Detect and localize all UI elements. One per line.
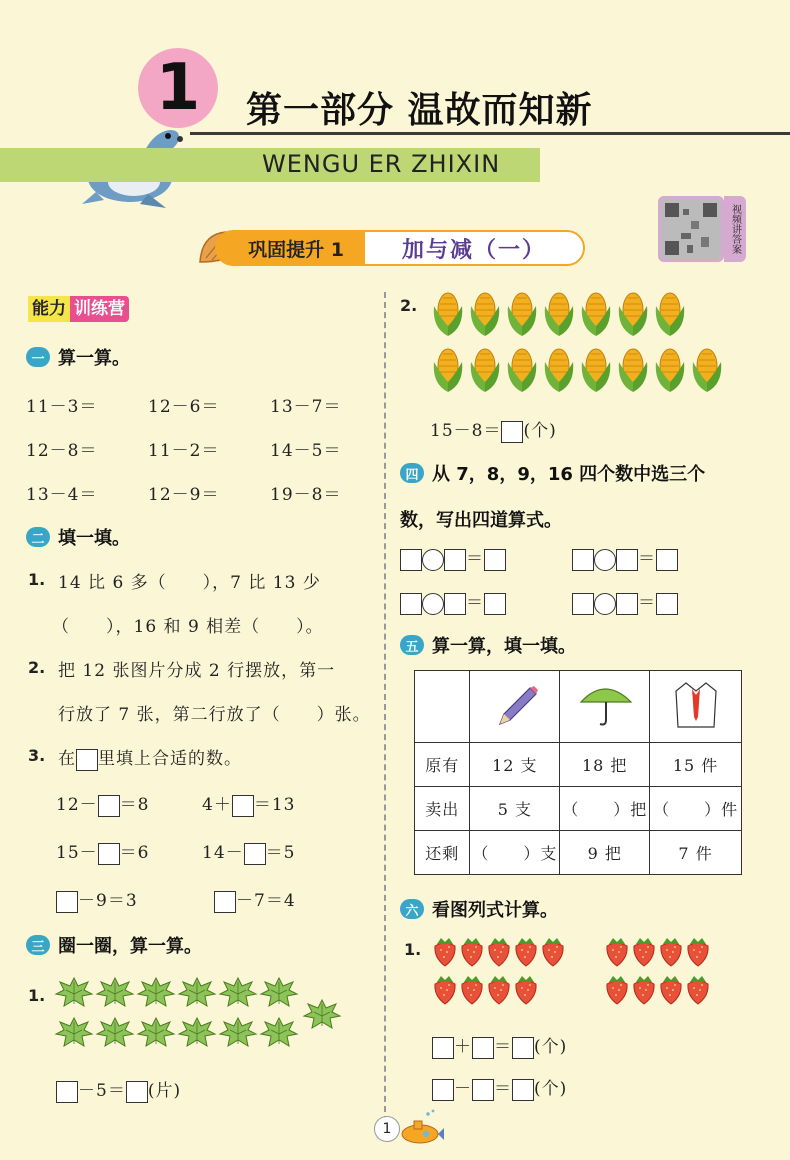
formula-blank-4 xyxy=(572,588,678,615)
table-row xyxy=(415,743,742,787)
leaf-icon xyxy=(259,976,299,1008)
leaf-row xyxy=(54,1016,344,1048)
fill-eq-2b xyxy=(202,838,295,865)
corn-row-2 xyxy=(430,346,730,394)
answer-box[interactable] xyxy=(472,1037,494,1059)
corn-icon xyxy=(430,346,466,394)
leaf-icon xyxy=(177,1016,217,1048)
answer-box[interactable] xyxy=(572,593,594,615)
strawberry-icon xyxy=(486,934,512,968)
operator-circle[interactable] xyxy=(422,593,444,615)
operator-circle[interactable] xyxy=(422,549,444,571)
eq-unit: (片) xyxy=(147,1081,182,1101)
table-cell xyxy=(470,671,560,743)
strawberry-group-left xyxy=(432,934,582,1014)
corn-icon xyxy=(541,290,577,338)
section-4-heading xyxy=(400,460,705,486)
s2-q3-number: 3. xyxy=(28,746,46,765)
corn-icon xyxy=(578,290,614,338)
fill-eq-3a xyxy=(56,886,138,913)
calc-2-2: 11－2＝ xyxy=(148,441,220,461)
s2-q1-number: 1. xyxy=(28,570,46,589)
answer-box[interactable] xyxy=(126,1081,148,1103)
leaf-icon xyxy=(54,976,94,1008)
section-5-badge: 五 xyxy=(400,635,424,655)
section-3-title: 圈一圈，算一算。 xyxy=(58,936,202,957)
table-row xyxy=(415,671,742,743)
chapter-number: 1 xyxy=(138,48,218,128)
section-1-title: 算一算。 xyxy=(58,348,130,369)
strawberry-icon xyxy=(685,934,711,968)
ability-tag-part2: 训练营 xyxy=(70,296,129,322)
eq-text: ＋ xyxy=(454,1037,472,1057)
answer-box[interactable] xyxy=(98,795,120,817)
pencil-icon xyxy=(490,680,540,730)
eq-text: 4＋ xyxy=(202,795,232,815)
leaf-icon xyxy=(259,1016,299,1048)
table-cell: 卖出 xyxy=(415,787,470,831)
s2-q2-number: 2. xyxy=(28,658,46,677)
strawberry-icon xyxy=(432,972,458,1006)
answer-box[interactable] xyxy=(432,1037,454,1059)
eq-text: 15－8＝ xyxy=(430,421,502,441)
section-1-badge: 一 xyxy=(26,347,50,367)
eq-text: ＝8 xyxy=(119,795,150,815)
lesson-title: 加与减（一） xyxy=(363,230,585,266)
eq-text: 14－ xyxy=(202,843,244,863)
strawberry-icon xyxy=(513,972,539,1006)
table-cell: 9 把 xyxy=(560,831,650,875)
s2-q1-line1: 14 比 6 多（ ），7 比 13 少 xyxy=(58,573,321,593)
umbrella-icon xyxy=(575,680,635,730)
section-5-title: 算一算，填一填。 xyxy=(432,636,576,657)
section-2-heading xyxy=(26,524,130,550)
table-cell: 7 件 xyxy=(650,831,742,875)
strawberry-row xyxy=(604,934,734,968)
corn-icon xyxy=(615,290,651,338)
table-cell[interactable]: （ ）支 xyxy=(470,831,560,875)
answer-box[interactable] xyxy=(56,1081,78,1103)
answer-box[interactable] xyxy=(616,549,638,571)
answer-box[interactable] xyxy=(512,1037,534,1059)
eq-text: ＝ xyxy=(638,593,656,613)
leaf-icon xyxy=(136,1016,176,1048)
corn-icon xyxy=(467,346,503,394)
table-cell: 5 支 xyxy=(470,787,560,831)
section-4-title-line1: 从 7，8，9，16 四个数中选三个 xyxy=(432,464,706,485)
section-2-badge: 二 xyxy=(26,527,50,547)
corn-icon xyxy=(652,290,688,338)
table-cell: 原有 xyxy=(415,743,470,787)
answer-box[interactable] xyxy=(76,749,98,771)
eq-text: ＝ xyxy=(466,593,484,613)
fill-eq-3b xyxy=(214,886,296,913)
strawberry-icon xyxy=(631,934,657,968)
answer-box[interactable] xyxy=(56,891,78,913)
eq-text: ＝5 xyxy=(265,843,296,863)
s6-addition-equation xyxy=(432,1032,567,1059)
section-6-heading xyxy=(400,896,558,922)
answer-box[interactable] xyxy=(656,549,678,571)
table-cell: 15 件 xyxy=(650,743,742,787)
eq-text: ＝ xyxy=(494,1037,512,1057)
column-divider xyxy=(384,292,386,1122)
store-table xyxy=(414,670,742,875)
shirt-icon xyxy=(668,677,724,733)
section-2-title: 填一填。 xyxy=(58,528,130,549)
strawberry-icon xyxy=(631,972,657,1006)
corn-equation xyxy=(430,416,557,443)
corn-icon xyxy=(467,290,503,338)
eq-text: ＝ xyxy=(494,1079,512,1099)
table-cell: 12 支 xyxy=(470,743,560,787)
leaf-icon xyxy=(54,1016,94,1048)
corn-icon xyxy=(430,290,466,338)
calc-1-1: 11－3＝ xyxy=(26,397,98,417)
table-row xyxy=(415,831,742,875)
section-6-title: 看图列式计算。 xyxy=(432,900,558,921)
formula-blank-2 xyxy=(572,544,678,571)
strawberry-icon xyxy=(459,972,485,1006)
answer-box[interactable] xyxy=(484,593,506,615)
s3-q1-equation xyxy=(56,1076,181,1103)
strawberry-row xyxy=(604,972,734,1006)
calc-3-3: 19－8＝ xyxy=(270,485,342,505)
s2-q3-pre: 在 xyxy=(58,749,76,769)
calc-1-3: 13－7＝ xyxy=(270,397,342,417)
answer-box[interactable] xyxy=(244,843,266,865)
eq-text: ＝ xyxy=(638,549,656,569)
answer-box[interactable] xyxy=(512,1079,534,1101)
eq-text: －5＝ xyxy=(78,1081,126,1101)
eq-text: －9＝3 xyxy=(78,891,138,911)
table-cell: 18 把 xyxy=(560,743,650,787)
fill-eq-1a xyxy=(56,790,149,817)
part-subtitle: WENGU ER ZHIXIN xyxy=(262,150,501,178)
eq-unit: (个) xyxy=(523,421,557,441)
calc-2-1: 12－8＝ xyxy=(26,441,98,461)
strawberry-icon xyxy=(604,972,630,1006)
submarine-icon xyxy=(398,1108,448,1148)
calc-3-1: 13－4＝ xyxy=(26,485,98,505)
answer-box[interactable] xyxy=(616,593,638,615)
eq-text: ＝13 xyxy=(253,795,296,815)
eq-text: 15－ xyxy=(56,843,98,863)
section-4-badge: 四 xyxy=(400,463,424,483)
leaf-icon xyxy=(177,976,217,1008)
answer-box[interactable] xyxy=(98,843,120,865)
page-number: 1 xyxy=(374,1116,400,1142)
corn-icon xyxy=(541,346,577,394)
table-cell xyxy=(415,671,470,743)
answer-box[interactable] xyxy=(444,549,466,571)
answer-box[interactable] xyxy=(432,1079,454,1101)
strawberry-icon xyxy=(486,972,512,1006)
header-rule xyxy=(190,132,790,135)
section-3-badge: 三 xyxy=(26,935,50,955)
leaf-icon xyxy=(302,998,342,1030)
eq-text: － xyxy=(454,1079,472,1099)
qr-code[interactable] xyxy=(658,196,724,262)
answer-box[interactable] xyxy=(444,593,466,615)
s2-q2-line2: 行放了 7 张，第二行放了（ ）张。 xyxy=(58,705,371,725)
corn-icon xyxy=(615,346,651,394)
strawberry-icon xyxy=(604,934,630,968)
strawberry-group-right xyxy=(604,934,734,1014)
answer-box[interactable] xyxy=(232,795,254,817)
leaf-icon xyxy=(95,976,135,1008)
calc-1-2: 12－6＝ xyxy=(148,397,220,417)
fill-eq-2a xyxy=(56,838,149,865)
section-3-heading xyxy=(26,932,202,958)
formula-blank-1 xyxy=(400,544,506,571)
leaf-icon xyxy=(95,1016,135,1048)
strawberry-icon xyxy=(658,934,684,968)
table-cell[interactable]: （ ）把 xyxy=(560,787,650,831)
eq-unit: (个) xyxy=(534,1079,568,1099)
eq-text: －7＝4 xyxy=(236,891,296,911)
answer-box[interactable] xyxy=(484,549,506,571)
calc-2-3: 14－5＝ xyxy=(270,441,342,461)
answer-box[interactable] xyxy=(656,593,678,615)
table-cell: 还剩 xyxy=(415,831,470,875)
corn-icon xyxy=(689,346,725,394)
eq-unit: (个) xyxy=(534,1037,568,1057)
leaf-picture xyxy=(54,976,344,1056)
strawberry-icon xyxy=(459,934,485,968)
corn-row-1 xyxy=(430,290,710,338)
formula-blank-3 xyxy=(400,588,506,615)
eq-text: ＝ xyxy=(466,549,484,569)
section-5-heading xyxy=(400,632,576,658)
section-6-badge: 六 xyxy=(400,899,424,919)
corn-icon xyxy=(504,346,540,394)
ability-camp-tag xyxy=(28,296,129,322)
section-1-heading xyxy=(26,344,130,370)
answer-box[interactable] xyxy=(501,421,523,443)
s2-q1-line2: （ ），16 和 9 相差（ ）。 xyxy=(52,617,324,637)
eq-text: 12－ xyxy=(56,795,98,815)
s3-q1-number: 1. xyxy=(28,986,46,1005)
corn-icon xyxy=(652,346,688,394)
answer-box[interactable] xyxy=(472,1079,494,1101)
leaf-icon xyxy=(218,1016,258,1048)
strawberry-icon xyxy=(513,934,539,968)
s6-q1-number: 1. xyxy=(404,940,422,959)
table-cell xyxy=(560,671,650,743)
calc-3-2: 12－9＝ xyxy=(148,485,220,505)
s2-q3-instruction xyxy=(58,744,242,771)
strawberry-icon xyxy=(658,972,684,1006)
leaf-row xyxy=(54,976,344,1008)
operator-circle[interactable] xyxy=(594,549,616,571)
s6-subtraction-equation xyxy=(432,1074,567,1101)
leaf-icon xyxy=(218,976,258,1008)
ability-tag-part1: 能力 xyxy=(28,296,70,322)
corn-q-number: 2. xyxy=(400,296,418,315)
fill-eq-1b xyxy=(202,790,295,817)
s2-q3-post: 里填上合适的数。 xyxy=(98,749,242,769)
strawberry-icon xyxy=(540,934,566,968)
table-cell xyxy=(650,671,742,743)
strawberry-row xyxy=(432,972,582,1006)
answer-box[interactable] xyxy=(214,891,236,913)
answer-box[interactable] xyxy=(400,549,422,571)
answer-box[interactable] xyxy=(572,549,594,571)
s2-q2-line1: 把 12 张图片分成 2 行摆放，第一 xyxy=(58,661,336,681)
lesson-tag: 巩固提升 1 xyxy=(215,230,363,266)
section-4-title-line2: 数，写出四道算式。 xyxy=(400,510,562,531)
answer-box[interactable] xyxy=(400,593,422,615)
corn-icon xyxy=(504,290,540,338)
operator-circle[interactable] xyxy=(594,593,616,615)
eq-text: ＝6 xyxy=(119,843,150,863)
leaf-icon xyxy=(136,976,176,1008)
table-cell[interactable]: （ ）件 xyxy=(650,787,742,831)
strawberry-row xyxy=(432,934,582,968)
table-row xyxy=(415,787,742,831)
strawberry-icon xyxy=(685,972,711,1006)
strawberry-icon xyxy=(432,934,458,968)
qr-label: 视频讲答案 xyxy=(724,196,746,262)
part-title: 第一部分 温故而知新 xyxy=(246,90,593,131)
corn-icon xyxy=(578,346,614,394)
